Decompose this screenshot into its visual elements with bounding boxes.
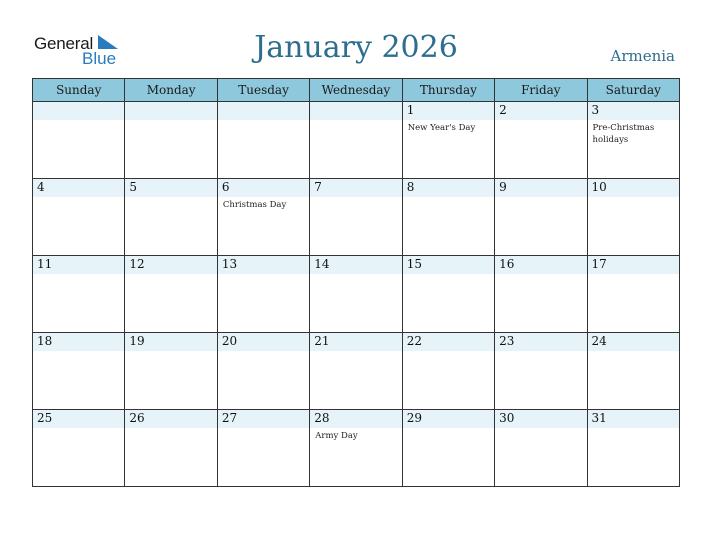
day-number: 11	[37, 257, 53, 271]
day-cell	[310, 410, 402, 487]
week-row	[33, 179, 680, 256]
day-cell	[402, 256, 494, 333]
day-cell	[217, 333, 309, 410]
day-cell	[33, 256, 125, 333]
day-cell-band	[403, 102, 494, 120]
day-number: 24	[591, 334, 607, 348]
day-cell	[217, 179, 309, 256]
day-cell	[310, 333, 402, 410]
country-label: Armenia	[610, 47, 675, 65]
day-cell	[217, 410, 309, 487]
day-number: 6	[221, 180, 230, 194]
weekday-header: Wednesday	[310, 79, 402, 102]
day-cell	[310, 256, 402, 333]
day-number: 19	[129, 334, 145, 348]
day-cell	[125, 333, 217, 410]
day-number: 16	[499, 257, 515, 271]
day-cell-band	[310, 102, 401, 120]
day-number: 7	[314, 180, 322, 194]
day-cell	[125, 179, 217, 256]
day-cell	[587, 333, 679, 410]
day-number: 1	[406, 103, 415, 117]
day-cell	[495, 333, 587, 410]
day-cell	[402, 410, 494, 487]
day-number: 15	[406, 257, 422, 271]
day-cell	[495, 256, 587, 333]
day-cell	[402, 102, 494, 179]
day-cell	[33, 179, 125, 256]
holiday-label: Christmas Day	[222, 200, 287, 210]
day-cell	[402, 333, 494, 410]
calendar-grid	[32, 78, 680, 487]
day-number: 10	[591, 180, 607, 194]
holiday-label: Army Day	[315, 431, 358, 441]
day-cell-band	[588, 102, 679, 120]
day-cell	[33, 410, 125, 487]
weekday-header: Monday	[125, 79, 217, 102]
day-cell	[217, 256, 309, 333]
day-cell	[587, 256, 679, 333]
day-number: 12	[129, 257, 145, 271]
day-cell	[125, 410, 217, 487]
day-cell-band	[218, 179, 309, 197]
day-cell	[125, 256, 217, 333]
day-cell	[125, 102, 217, 179]
weekday-header: Saturday	[587, 79, 679, 102]
week-row	[33, 333, 680, 410]
day-number: 9	[499, 180, 507, 194]
weekday-header: Sunday	[33, 79, 125, 102]
day-number: 20	[221, 334, 238, 348]
day-cell	[495, 410, 587, 487]
day-number: 2	[499, 103, 507, 117]
week-row	[33, 410, 680, 487]
day-number: 28	[314, 411, 330, 425]
day-number: 13	[221, 257, 238, 271]
holiday-label: New Year's Day	[407, 123, 476, 133]
logo-general-text: General	[34, 34, 94, 53]
day-cell	[495, 179, 587, 256]
day-number: 8	[406, 180, 415, 194]
day-cell-band	[33, 179, 124, 197]
day-number: 17	[591, 257, 607, 271]
day-number: 22	[406, 334, 422, 348]
day-number: 27	[221, 411, 238, 425]
day-cell	[33, 333, 125, 410]
day-cell	[217, 102, 309, 179]
week-row	[33, 102, 680, 179]
day-cell-band	[495, 179, 586, 197]
day-cell	[587, 179, 679, 256]
day-cell-band	[218, 102, 309, 120]
weekday-header: Thursday	[402, 79, 494, 102]
day-number: 26	[129, 411, 145, 425]
day-number: 25	[37, 411, 53, 425]
day-cell	[402, 179, 494, 256]
logo-blue-text: Blue	[82, 49, 117, 68]
calendar-title: January 2026	[254, 30, 458, 65]
day-number: 30	[499, 411, 515, 425]
day-number: 31	[591, 411, 607, 425]
day-number: 4	[37, 180, 45, 194]
week-row	[33, 256, 680, 333]
day-cell-band	[310, 179, 401, 197]
day-cell-band	[125, 102, 216, 120]
day-number: 3	[591, 103, 600, 117]
day-number: 14	[314, 257, 330, 271]
day-number: 5	[129, 180, 138, 194]
day-cell	[33, 102, 125, 179]
day-cell-band	[495, 102, 586, 120]
weekday-header: Friday	[495, 79, 587, 102]
day-cell-band	[403, 179, 494, 197]
day-cell	[310, 179, 402, 256]
day-cell-band	[33, 102, 124, 120]
day-number: 23	[499, 334, 515, 348]
holiday-label: Pre-Christmas holidays	[592, 123, 655, 145]
day-cell	[310, 102, 402, 179]
day-number: 18	[37, 334, 53, 348]
day-cell-band	[125, 179, 216, 197]
weekday-header-row	[33, 79, 680, 102]
day-number: 29	[406, 411, 422, 425]
day-cell	[587, 410, 679, 487]
weekday-header: Tuesday	[217, 79, 309, 102]
day-cell	[587, 102, 679, 179]
day-cell	[495, 102, 587, 179]
day-number: 21	[314, 334, 330, 348]
